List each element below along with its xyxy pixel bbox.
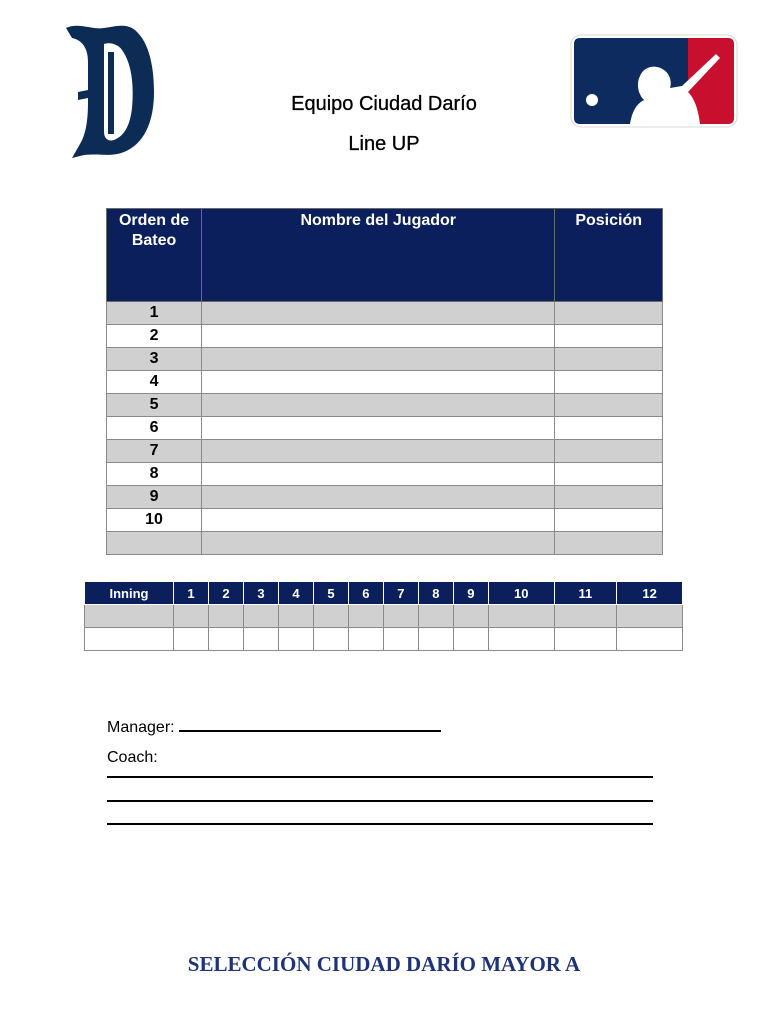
inning-score-cell[interactable]: [174, 628, 209, 651]
position-cell[interactable]: [555, 440, 663, 463]
inning-score-cell[interactable]: [313, 605, 348, 628]
inning-number: 3: [243, 582, 278, 605]
inning-score-cell[interactable]: [243, 628, 278, 651]
coach-label: Coach:: [107, 749, 158, 766]
player-name-cell[interactable]: [202, 486, 555, 509]
table-row: [85, 605, 683, 628]
inning-score-cell[interactable]: [418, 605, 453, 628]
batting-order-cell: 10: [107, 509, 202, 532]
col-player-name: Nombre del Jugador: [202, 209, 555, 302]
position-cell[interactable]: [555, 486, 663, 509]
inning-score-cell[interactable]: [554, 605, 617, 628]
table-row: [107, 463, 663, 486]
inning-label: Inning: [85, 582, 174, 605]
inning-number: 2: [208, 582, 243, 605]
table-row: [107, 440, 663, 463]
inning-score-cell[interactable]: [208, 628, 243, 651]
inning-number: 12: [617, 582, 683, 605]
inning-score-cell[interactable]: [488, 628, 554, 651]
inning-number: 5: [313, 582, 348, 605]
position-cell[interactable]: [555, 509, 663, 532]
coach-input-line[interactable]: [107, 776, 653, 778]
position-cell[interactable]: [555, 371, 663, 394]
table-row: [107, 371, 663, 394]
inning-score-cell[interactable]: [243, 605, 278, 628]
player-name-cell[interactable]: [202, 394, 555, 417]
inning-score-cell[interactable]: [348, 628, 383, 651]
inning-score-cell[interactable]: [453, 628, 488, 651]
batting-order-cell: 6: [107, 417, 202, 440]
position-cell[interactable]: [555, 417, 663, 440]
batting-order-cell: 1: [107, 302, 202, 325]
inning-score-cell[interactable]: [313, 628, 348, 651]
position-cell[interactable]: [555, 394, 663, 417]
col-position: Posición: [555, 209, 663, 302]
table-row: [107, 417, 663, 440]
selection-footer: SELECCIÓN CIUDAD DARÍO MAYOR A: [187, 952, 581, 976]
inning-score-cell[interactable]: [488, 605, 554, 628]
col-batting-order: Orden de Bateo: [107, 209, 202, 302]
inning-score-cell[interactable]: [453, 605, 488, 628]
inning-team-cell[interactable]: [85, 605, 174, 628]
batting-order-cell: 9: [107, 486, 202, 509]
player-name-cell[interactable]: [202, 463, 555, 486]
player-name-cell[interactable]: [202, 348, 555, 371]
inning-number: 1: [174, 582, 209, 605]
table-row: [107, 394, 663, 417]
inning-score-cell[interactable]: [617, 628, 683, 651]
batting-order-cell: 2: [107, 325, 202, 348]
inning-score-cell[interactable]: [383, 605, 418, 628]
inning-score-cell[interactable]: [348, 605, 383, 628]
player-name-cell[interactable]: [202, 509, 555, 532]
player-name-cell[interactable]: [202, 440, 555, 463]
inning-score-cell[interactable]: [174, 605, 209, 628]
inning-score-cell[interactable]: [208, 605, 243, 628]
position-cell[interactable]: [555, 463, 663, 486]
inning-number: 8: [418, 582, 453, 605]
table-row: [107, 325, 663, 348]
table-row: [107, 348, 663, 371]
manager-label: Manager:: [107, 719, 175, 736]
table-row: [85, 628, 683, 651]
team-title: Equipo Ciudad Darío: [291, 93, 477, 115]
lineup-table: [106, 208, 663, 555]
position-cell[interactable]: [555, 325, 663, 348]
inning-number: 11: [554, 582, 617, 605]
inning-number: 9: [453, 582, 488, 605]
table-row: [107, 509, 663, 532]
inning-score-cell[interactable]: [617, 605, 683, 628]
position-cell[interactable]: [555, 532, 663, 555]
coach-input-line[interactable]: [107, 823, 653, 825]
coach-input-line[interactable]: [107, 800, 653, 802]
inning-score-cell[interactable]: [278, 628, 313, 651]
inning-number: 10: [488, 582, 554, 605]
player-name-cell[interactable]: [202, 371, 555, 394]
innings-header-row: [85, 582, 683, 605]
player-name-cell[interactable]: [202, 302, 555, 325]
inning-number: 4: [278, 582, 313, 605]
table-row: [107, 532, 663, 555]
position-cell[interactable]: [555, 302, 663, 325]
manager-input-line[interactable]: [179, 716, 441, 732]
batting-order-cell: 5: [107, 394, 202, 417]
player-name-cell[interactable]: [202, 325, 555, 348]
batting-order-cell: [107, 532, 202, 555]
inning-score-cell[interactable]: [278, 605, 313, 628]
batting-order-cell: 3: [107, 348, 202, 371]
inning-score-cell[interactable]: [554, 628, 617, 651]
batting-order-cell: 7: [107, 440, 202, 463]
inning-score-cell[interactable]: [383, 628, 418, 651]
table-row: [107, 486, 663, 509]
inning-number: 6: [348, 582, 383, 605]
player-name-cell[interactable]: [202, 532, 555, 555]
innings-table: [84, 581, 683, 651]
table-row: [107, 302, 663, 325]
inning-team-cell[interactable]: [85, 628, 174, 651]
batting-order-cell: 4: [107, 371, 202, 394]
inning-score-cell[interactable]: [418, 628, 453, 651]
player-name-cell[interactable]: [202, 417, 555, 440]
manager-field: [107, 716, 441, 737]
batting-order-cell: 8: [107, 463, 202, 486]
lineup-header-row: [107, 209, 663, 302]
lineup-subtitle: Line UP: [348, 133, 420, 155]
inning-number: 7: [383, 582, 418, 605]
position-cell[interactable]: [555, 348, 663, 371]
